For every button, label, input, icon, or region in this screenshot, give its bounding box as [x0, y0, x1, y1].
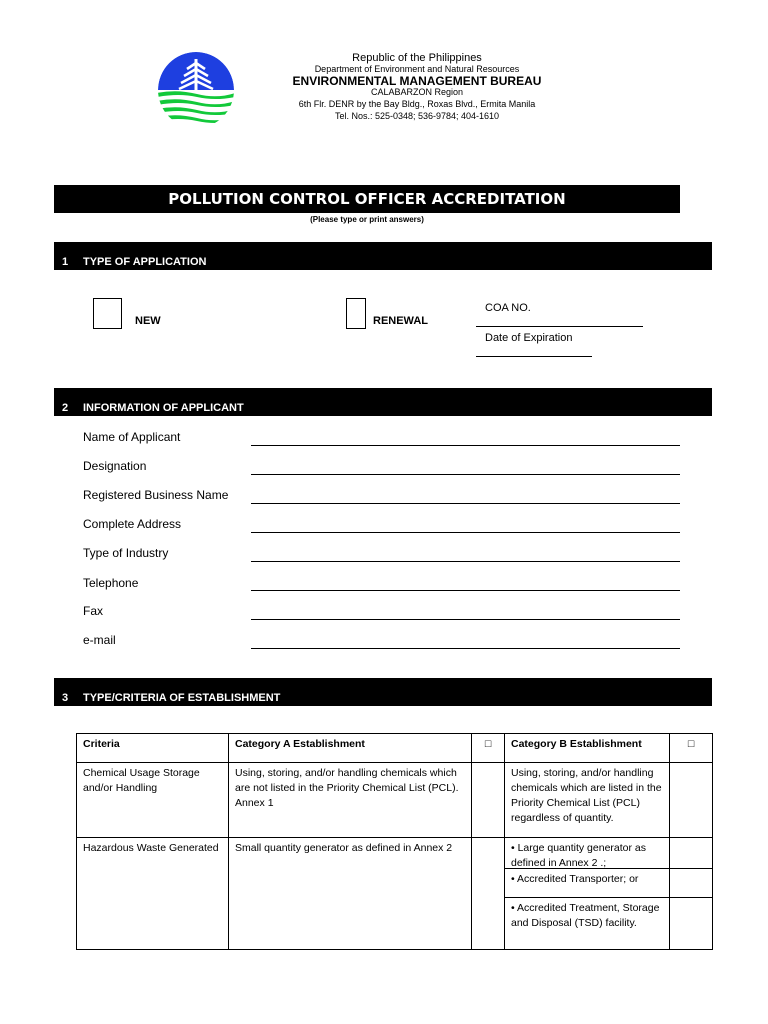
table-row: [77, 763, 713, 838]
table-header-row: [77, 734, 713, 763]
fax-field[interactable]: [251, 619, 680, 620]
table-row: [77, 838, 713, 950]
section-criteria-of-establishment: [54, 678, 712, 706]
category-b-item: • Large quantity generator as defined in Annex 2 .;: [511, 842, 647, 869]
category-a-cell: Small quantity generator as defined in Annex 2: [229, 838, 472, 950]
expiration-date-field[interactable]: [476, 356, 592, 357]
field-label-industry: Type of Industry: [83, 546, 169, 560]
category-b-check-cell[interactable]: [670, 838, 713, 950]
field-label-designation: Designation: [83, 459, 147, 473]
header-address: 6th Flr. DENR by the Bay Bldg., Roxas Blvd., Ermita Manila: [298, 99, 536, 109]
check-slot[interactable]: [670, 897, 712, 949]
field-label-business-name: Registered Business Name: [83, 488, 229, 502]
new-label: NEW: [135, 315, 161, 327]
criteria-cell: Chemical Usage Storage and/or Handling: [77, 763, 229, 838]
emb-logo-icon: [157, 51, 235, 129]
header-telephone: Tel. Nos.: 525-0348; 536-9784; 404-1610: [334, 111, 500, 121]
check-slot[interactable]: [670, 868, 712, 897]
header-category-a: Category A Establishment: [229, 734, 472, 763]
category-b-cell: Using, storing, and/or handling chemicals which are listed in the Priority Chemical List (PCL) regardless of quantity.: [505, 763, 670, 838]
field-label-fax: Fax: [83, 604, 104, 618]
header-category-b: Category B Establishment: [505, 734, 670, 763]
field-label-telephone: Telephone: [83, 576, 139, 590]
form-subtitle: (Please type or print answers): [310, 215, 424, 224]
section-type-of-application: [54, 242, 712, 270]
section-title: TYPE OF APPLICATION: [83, 256, 207, 268]
category-b-check-cell[interactable]: [670, 763, 713, 838]
checkbox-glyph: □: [687, 738, 695, 750]
category-b-item: • Accredited Treatment, Storage and Disposal (TSD) facility.: [505, 897, 669, 949]
header-department: Department of Environment and Natural Resources: [314, 64, 520, 74]
field-label-address: Complete Address: [83, 517, 182, 531]
header-category-b-check: [670, 734, 713, 763]
expiration-date-label: Date of Expiration: [485, 332, 573, 344]
renewal-checkbox[interactable]: [346, 298, 366, 329]
checkbox-glyph: □: [484, 738, 492, 750]
criteria-cell: Hazardous Waste Generated: [77, 838, 229, 950]
complete-address-field[interactable]: [251, 532, 680, 533]
criteria-table: [76, 733, 713, 950]
form-title: POLLUTION CONTROL OFFICER ACCREDITATION: [168, 190, 566, 208]
section-number: 1: [62, 256, 69, 268]
section-number: 2: [62, 402, 69, 414]
header-bureau: ENVIRONMENTAL MANAGEMENT BUREAU: [292, 74, 542, 88]
field-label-email: e-mail: [83, 633, 116, 647]
coa-number-field[interactable]: [476, 326, 643, 327]
email-field[interactable]: [251, 648, 680, 649]
coa-number-label: COA NO.: [485, 302, 531, 314]
header-category-a-check: [472, 734, 505, 763]
category-b-item: • Accredited Transporter; or: [505, 868, 669, 897]
form-title-bar: [54, 185, 680, 213]
category-a-cell: Using, storing, and/or handling chemicals which are not listed in the Priority Chemical List (PCL). Annex 1: [229, 763, 472, 838]
section-information-of-applicant: [54, 388, 712, 416]
check-slot[interactable]: [670, 838, 712, 868]
category-a-check-cell[interactable]: [472, 763, 505, 838]
header-republic: Republic of the Philippines: [352, 52, 482, 64]
telephone-field[interactable]: [251, 590, 680, 591]
header-criteria: Criteria: [77, 734, 229, 763]
type-of-industry-field[interactable]: [251, 561, 680, 562]
section-title: TYPE/CRITERIA OF ESTABLISHMENT: [83, 692, 281, 704]
business-name-field[interactable]: [251, 503, 680, 504]
section-number: 3: [62, 692, 69, 704]
section-title: INFORMATION OF APPLICANT: [83, 402, 244, 414]
header-region: CALABARZON Region: [370, 87, 464, 97]
designation-field[interactable]: [251, 474, 680, 475]
new-checkbox[interactable]: [93, 298, 122, 329]
category-a-check-cell[interactable]: [472, 838, 505, 950]
category-b-cell: [505, 838, 670, 950]
renewal-label: RENEWAL: [373, 315, 428, 327]
name-of-applicant-field[interactable]: [251, 445, 680, 446]
field-label-name: Name of Applicant: [83, 430, 181, 444]
